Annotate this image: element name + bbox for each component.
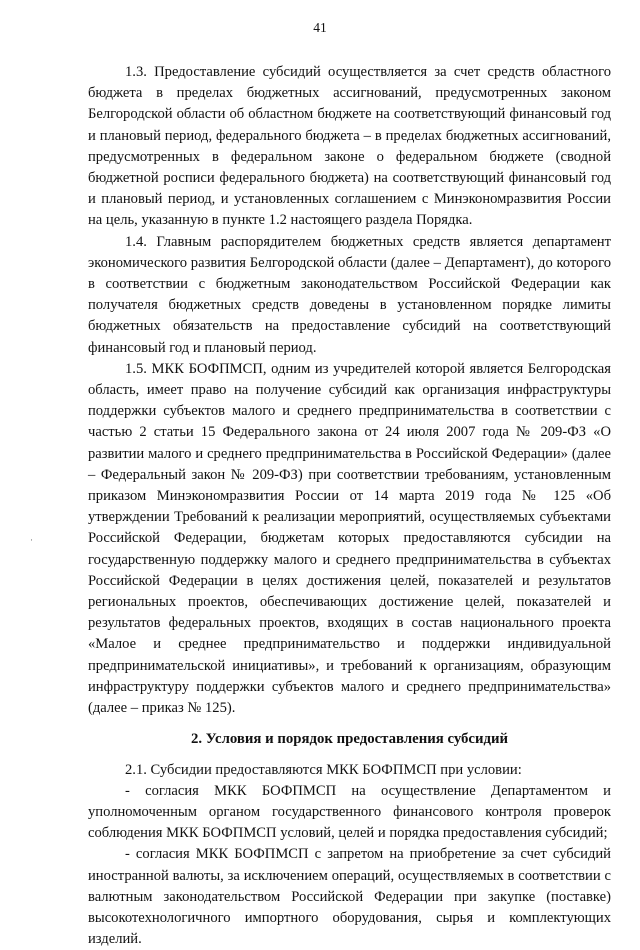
section-2-heading: 2. Условия и порядок предоставления субсидий — [190, 731, 509, 748]
paragraph-1-5: 1.5. МКК БОФПМСП, одним из учредителей которой является Белгородская область, имеет право на получение субсидий как организация инфраструктуры поддержки субъектов малого и среднего предпринимательства в соответствии с частью 2 статьи 15 Федерального закона от 24 июля 2007 года № 209-ФЗ «О развитии малого и среднего предпринимательства в Российской Федерации» (далее – Федеральный закон № 209-ФЗ) при соответствии требованиям, установленным приказом Минэкономразвития России от 14 марта 2019 года № 125 «Об утверждении Требований к реализации мероприятий, осуществляемых субъектами Российской Федерации, бюджетам которых предоставляются субсидии на государственную поддержку малого и среднего предпринимательства в субъектах Российской Федерации в целях достижения целей, показателей и результатов региональных проектов, обеспечивающих достижение целей, показателей и результатов федеральных проектов, входящих в состав национального проекта «Малое и среднее предпринимательство и поддержки индивидуальной предпринимательской инициативы», и требований к организациям, образующим инфраструктуру поддержки субъектов малого и среднего предпринимательства» (далее – приказ № 125). — [88, 360, 611, 717]
paragraph-1-3: 1.3. Предоставление субсидий осуществляется за счет средств областного бюджета в пределах бюджетных ассигнований, предусмотренных законом Белгородской области об областном бюджете на соответствующий финансовый год и плановый период, федерального бюджета – в пределах бюджетных ассигнований, предусмотренных в федеральном законе о федеральном бюджете (сводной бюджетной росписи федерального бюджета) на соответствующий финансовый год и плановый период, и установленных соглашением с Минэкономразвития России на цель, указанную в пункте 1.2 настоящего раздела Порядка. — [88, 64, 611, 229]
condition-inspection-consent: - согласия МКК БОФПМСП на осуществление Департаментом и уполномоченным органом государственного финансового контроля проверок соблюдения МКК БОФПМСП условий, целей и порядка предоставления субсидий; — [88, 782, 611, 842]
paragraph-2-1: 2.1. Субсидии предоставляются МКК БОФПМСП при условии: — [125, 761, 522, 778]
condition-currency-ban: - согласия МКК БОФПМСП с запретом на приобретение за счет субсидий иностранной валюты, за исключением операций, осуществляемых в соответствии с валютным законодательством Российской Федерации при закупке (поставке) высокотехнологичного импортного оборудования, сырья и комплектующих изделий. — [88, 846, 611, 948]
paragraph-1-4: 1.4. Главным распорядителем бюджетных средств является департамент экономического развития Белгородской области (далее – Департамент), до которого в соответствии с бюджетным законодательством Российской Федерации как получателя бюджетных средств доведены в установленном порядке лимиты бюджетных обязательств на предоставление субсидий на соответствующий финансовый год и плановый период. — [88, 233, 611, 356]
document-body — [88, 62, 611, 950]
scan-mark: · — [30, 535, 33, 545]
page-number: 41 — [313, 20, 327, 35]
